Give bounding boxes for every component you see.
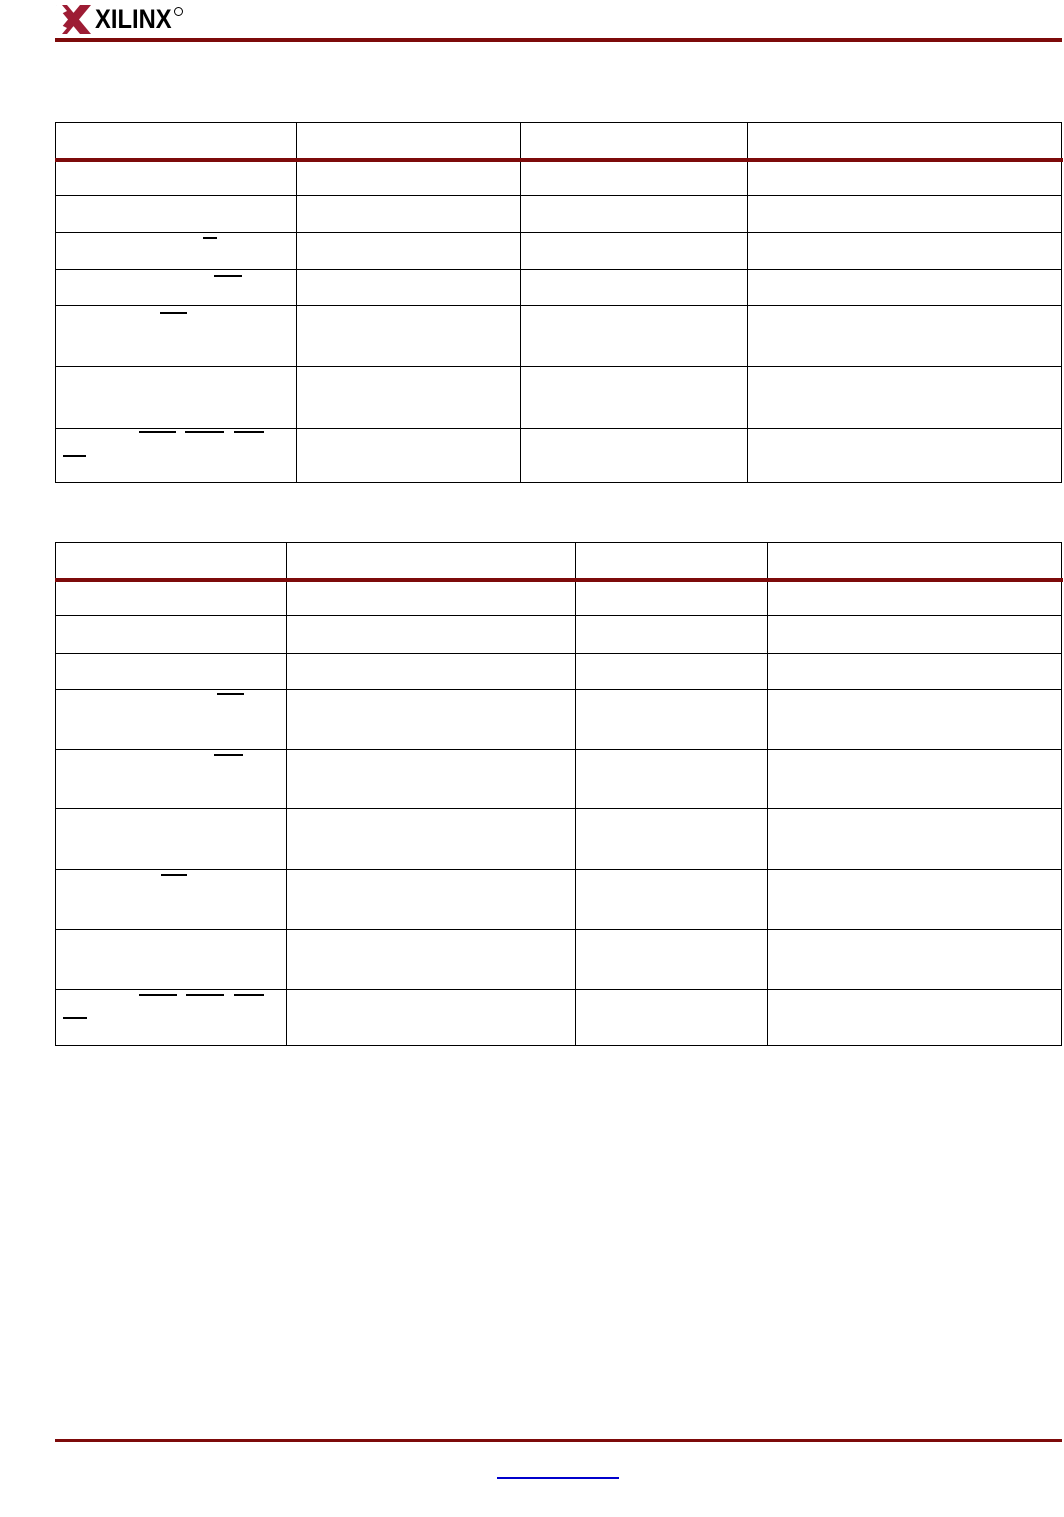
table-2-row-separator	[56, 689, 1061, 690]
table-1-signal-overline-mark	[214, 275, 242, 277]
table-1-signal-overline-mark	[185, 431, 224, 433]
table-2-signal-overline-mark	[161, 874, 187, 876]
table-1-row-separator	[56, 305, 1061, 306]
table-2-signal-overline-mark	[139, 994, 177, 996]
table-2	[55, 542, 1062, 1046]
table-1-row-separator	[56, 366, 1061, 367]
table-2-row-separator	[56, 653, 1061, 654]
table-1	[55, 122, 1062, 483]
table-1-signal-overline-mark	[63, 455, 86, 457]
table-2-signal-overline-mark	[63, 1017, 87, 1019]
table-1-signal-overline-mark	[234, 431, 264, 433]
table-2-header-rule	[55, 578, 1063, 582]
table-2-row-separator	[56, 929, 1061, 930]
footer-link-underline[interactable]	[497, 1477, 619, 1479]
table-2-row-separator	[56, 808, 1061, 809]
table-2-signal-overline-mark	[217, 693, 244, 695]
table-2-row-separator	[56, 989, 1061, 990]
table-1-row-separator	[56, 195, 1061, 196]
table-1-row-separator	[56, 269, 1061, 270]
table-1-row-separator	[56, 232, 1061, 233]
xilinx-logo	[55, 4, 183, 34]
table-2-signal-overline-mark	[186, 994, 224, 996]
table-1-signal-overline-mark	[139, 431, 176, 433]
table-2-signal-overline-mark	[234, 994, 264, 996]
table-2-column-separator	[575, 543, 576, 1045]
table-2-row-separator	[56, 869, 1061, 870]
footer-rule	[55, 1439, 1062, 1442]
table-2-row-separator	[56, 615, 1061, 616]
table-2-signal-overline-mark	[214, 754, 243, 756]
table-1-signal-overline-mark	[160, 312, 187, 314]
table-2-column-separator	[286, 543, 287, 1045]
table-1-header-rule	[55, 158, 1063, 162]
header-rule	[55, 38, 1062, 42]
registered-mark-icon	[174, 7, 183, 16]
table-1-signal-overline-mark	[203, 237, 217, 239]
xilinx-x-icon	[55, 5, 91, 34]
table-2-row-separator	[56, 749, 1061, 750]
table-2-column-separator	[767, 543, 768, 1045]
table-1-row-separator	[56, 428, 1061, 429]
logo-wordmark: XILINX	[95, 3, 172, 34]
